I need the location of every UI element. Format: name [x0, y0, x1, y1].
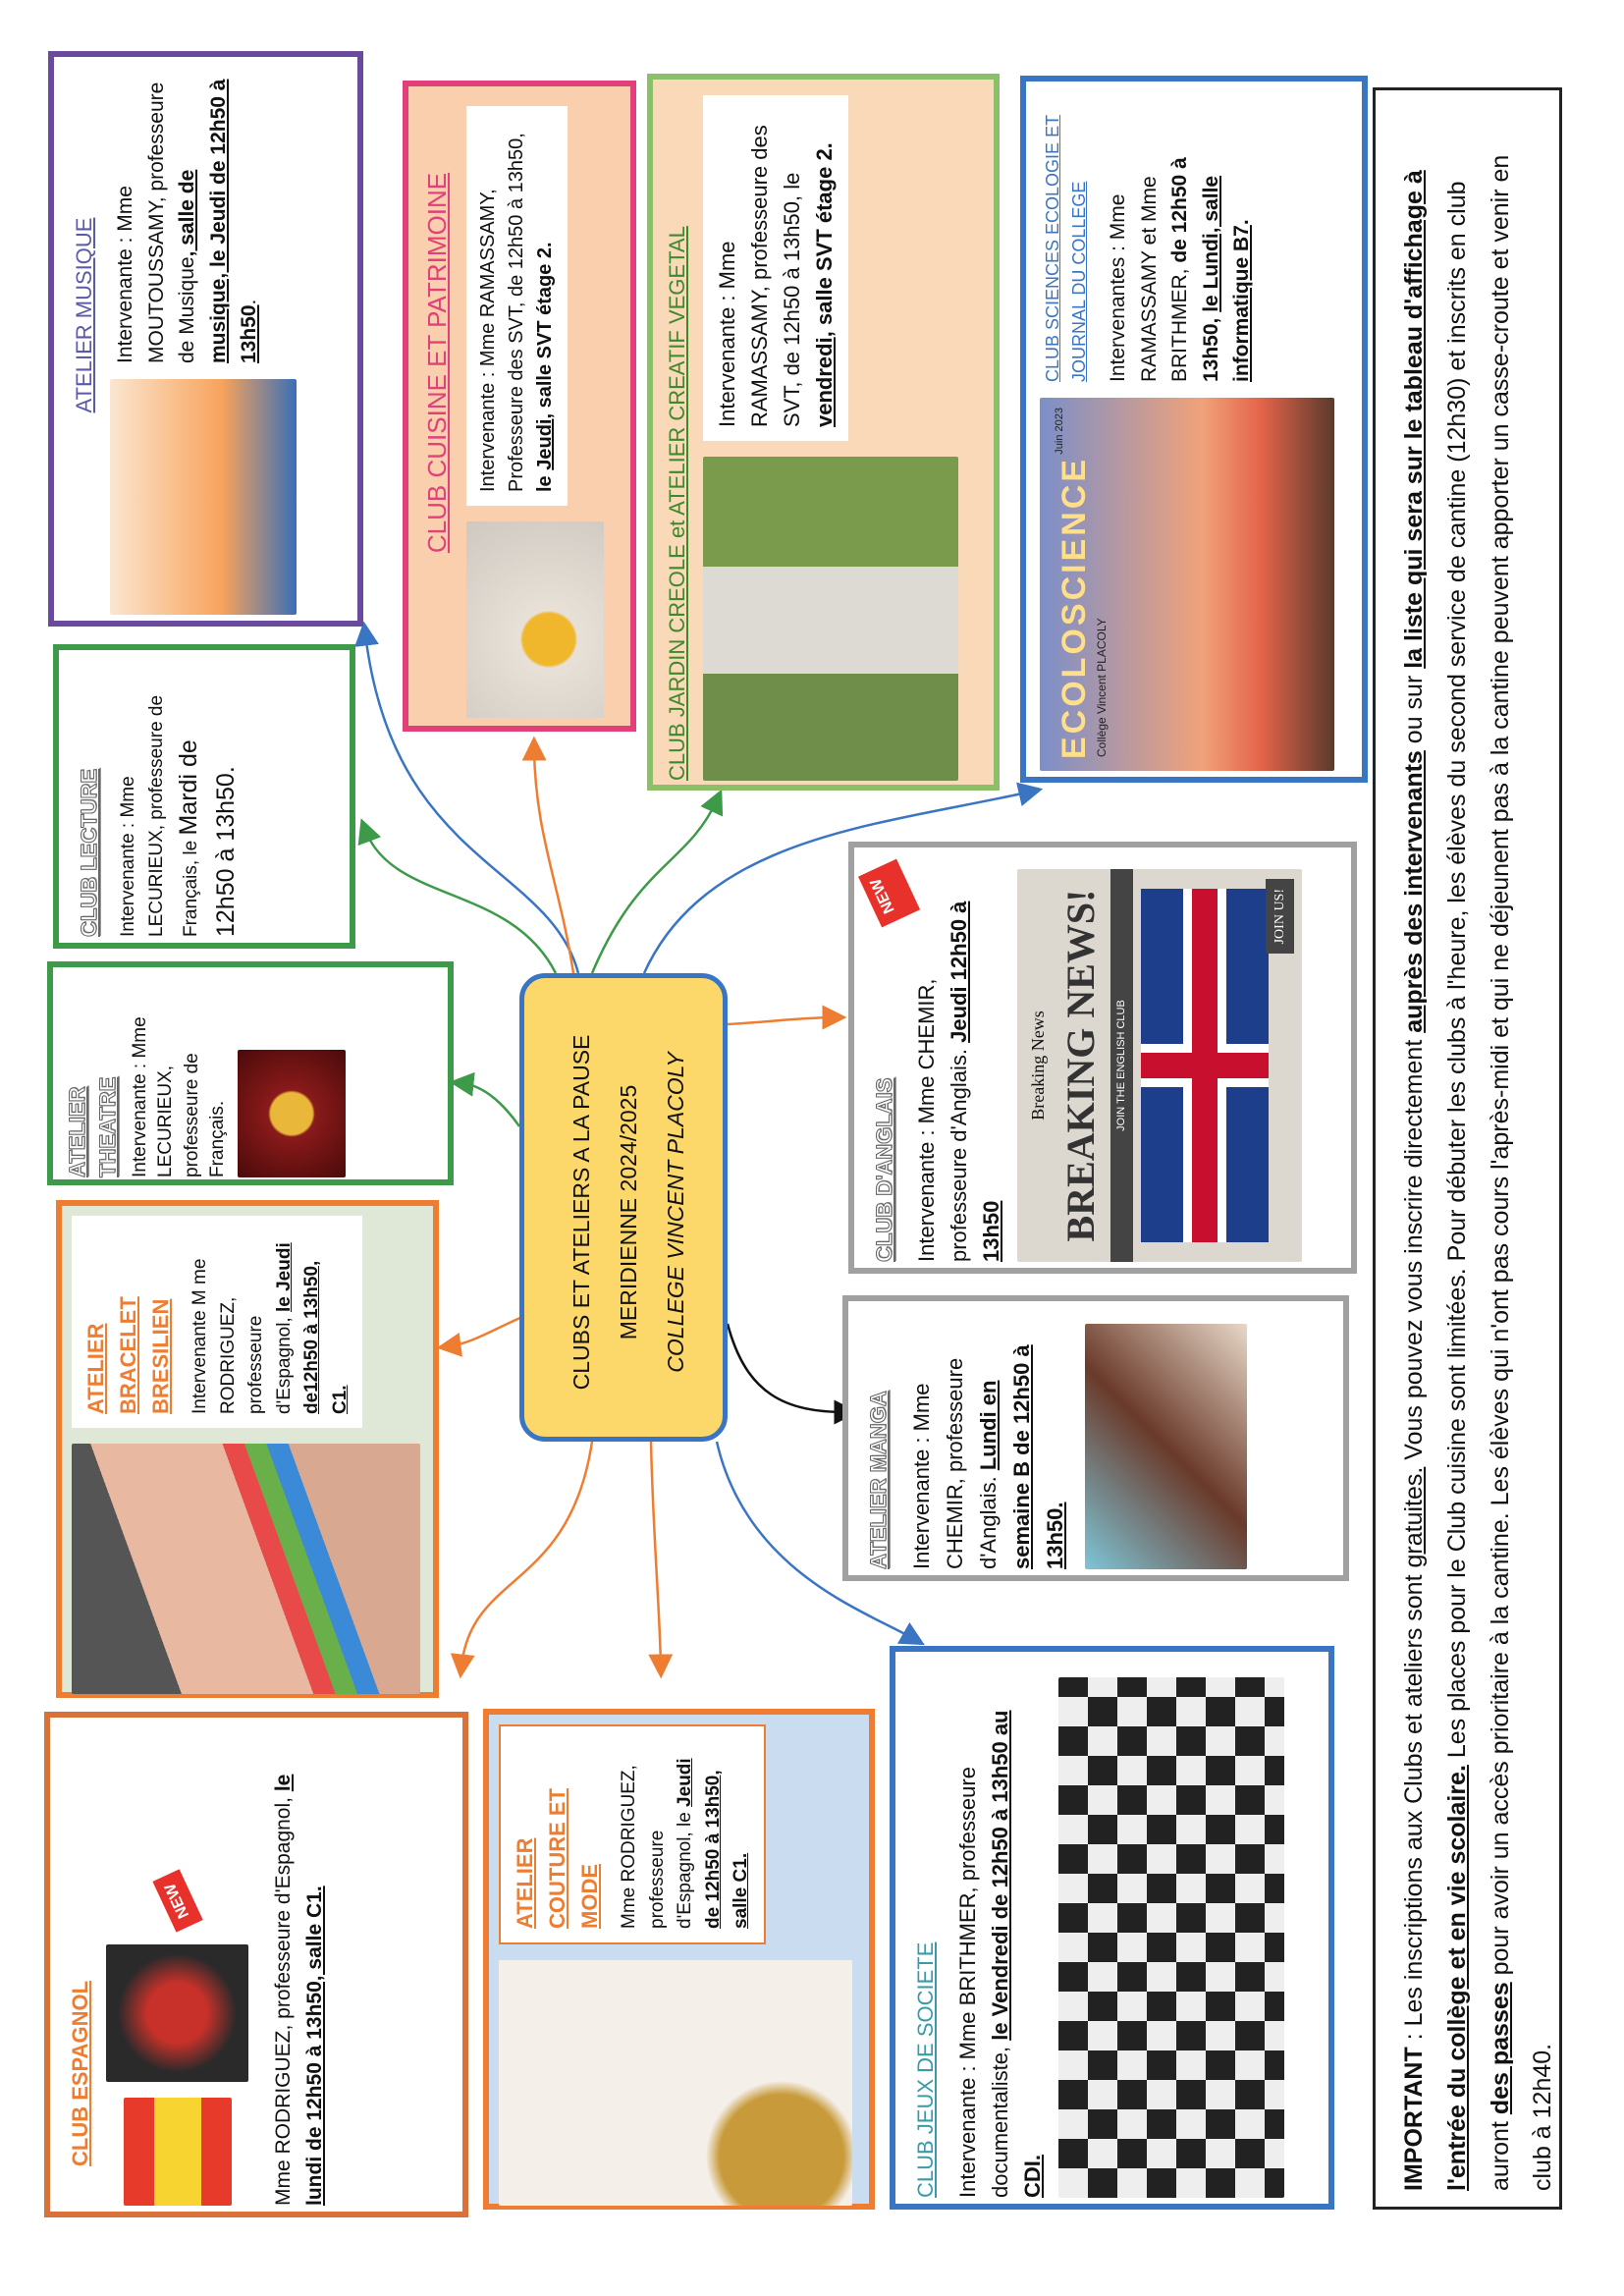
- card-description: ATELIER BRACELET BRESILIEN Intervenante M me RODRIGUEZ, professeure d'Espagnol, le Jeudi de12h50 à 13h50, C1.: [72, 1216, 362, 1428]
- arrow-to-jardin: [592, 800, 717, 973]
- club-espagnol-card: [44, 1712, 468, 2217]
- card-description: Intervenante : Mme MOUTOUSSAMY, professeure de Musique, salle de musique, le Jeudi de 12h50 à 13h50.: [114, 79, 260, 363]
- card-description: Intervenante : Mme CHEMIR, professeure d'Anglais. Jeudi 12h50 à 13h50: [914, 901, 1003, 1262]
- card-title: CLUB CUISINE ET PATRIMOINE: [422, 172, 452, 554]
- card-title: ATELIER MUSIQUE: [72, 217, 96, 413]
- central-title-line1: CLUBS ET ATELIERS A LA PAUSE: [568, 1034, 594, 1391]
- flamenco-dancer-image: [106, 1944, 248, 2082]
- card-title: CLUB SCIENCES ECOLOGIE ET JOURNAL DU COLLEGE: [1043, 114, 1089, 382]
- join-us-label: JOIN US!: [1266, 879, 1294, 954]
- card-description: Mme RODRIGUEZ, professeure d'Espagnol, le lundi de 12h50 à 13h50, salle C1.: [272, 1774, 326, 2206]
- atelier-musique-card: [48, 51, 363, 627]
- club-jeux-card: [890, 1646, 1334, 2210]
- card-description: Intervenante : Mme RAMASSAMY, Professeure des SVT, de 12h50 à 13h50, le Jeudi, salle SVT étage 2.: [466, 106, 568, 506]
- club-cuisine-card: [403, 81, 636, 732]
- club-jardin-card: [647, 74, 1000, 791]
- board-games-image: [1058, 1677, 1284, 2198]
- card-title: ATELIER MANGA: [866, 1391, 891, 1569]
- atelier-theatre-card: [47, 961, 454, 1185]
- arrow-to-couture: [651, 1442, 661, 1667]
- card-description: Intervenante : Mme LECURIEUX, professeure de Français.: [129, 1016, 229, 1177]
- card-description: Intervenante : Mme BRITHMER, professeure documentaliste, le Vendredi de 12h50 à 13h50 au CDI.: [955, 1710, 1045, 2198]
- spain-flag: [124, 2098, 232, 2206]
- card-title: CLUB LECTURE: [77, 768, 101, 937]
- central-title-line2: MERIDIENNE 2024/2025: [615, 1084, 641, 1340]
- bracelet-image: [72, 1444, 420, 1694]
- club-lecture-card: [53, 644, 355, 949]
- card-description: CLUB SCIENCES ECOLOGIE ET JOURNAL DU COLLEGE Intervenantes : Mme RAMASSAMY et Mme BRITHMER, de 12h50 à 13h50, le Lundi, salle informatique B7.: [1040, 99, 1258, 382]
- arrow-to-cuisine: [534, 748, 573, 973]
- card-title: CLUB JARDIN CREOLE et ATELIER CREATIF VEGETAL: [665, 226, 689, 781]
- card-title: ATELIER THEATRE: [65, 1076, 120, 1177]
- union-jack-flag: [1141, 889, 1269, 1242]
- sewing-image: [499, 1960, 852, 2206]
- atelier-bracelet-card: [56, 1200, 439, 1698]
- breaking-news-poster: Breaking News BREAKING NEWS! JOIN THE ENGLISH CLUB JOIN US!: [1017, 869, 1302, 1262]
- atelier-manga-card: [842, 1295, 1349, 1581]
- central-school-name: COLLEGE VINCENT PLACOLY: [663, 1052, 689, 1373]
- arrow-to-theatre: [461, 1083, 519, 1126]
- card-description: Intervenante : Mme LECURIEUX, professeure de Français, le Mardi de 12h50 à 13h50.: [118, 694, 240, 937]
- card-title: CLUB JEUX DE SOCIETE: [913, 1941, 938, 2198]
- club-anglais-card: [848, 842, 1357, 1274]
- arrow-to-espagnol: [461, 1442, 592, 1667]
- garden-collage-image: [703, 457, 958, 781]
- cooking-image: [466, 521, 604, 718]
- arrow-to-manga: [728, 1324, 846, 1412]
- arrow-to-anglais: [728, 1017, 835, 1024]
- arrow-to-lecture: [365, 830, 556, 973]
- new-badge: NEW: [858, 859, 920, 928]
- card-description: ATELIER COUTURE ET MODE Mme RODRIGUEZ, professeure d'Espagnol, le Jeudi de 12h50 à 13h50, salle C1.: [499, 1724, 766, 1944]
- central-title-box: [519, 973, 728, 1442]
- theatre-masks-image: [238, 1050, 346, 1177]
- choir-image: [110, 379, 297, 615]
- important-notice: IMPORTANT : Les inscriptions aux Clubs et ateliers sont gratuites. Vous pouvez vous inscrire directement auprès des intervenants ou sur la liste qui sera sur le tableau d'affichage à l'entrée du collège et en vie scolaire. Les places pour le Club cuisine sont limitées. Pour débuter les clubs à l'heure, les élèves du second service de cantine (12h30) et inscrits en club auront des passes pour avoir un accès prioritaire à la cantine. Les élèves qui n'ont pas cours l'après-midi et qui ne déjeunent pas à la cantine peuvent apporter un casse-croute et venir en club à 12h40.: [1373, 87, 1562, 2210]
- card-title: CLUB ESPAGNOL: [68, 1980, 92, 2166]
- atelier-couture-card: [483, 1709, 875, 2210]
- new-badge: NEW: [152, 1869, 202, 1933]
- manga-image: [1085, 1324, 1247, 1569]
- card-description: Intervenante : Mme RAMASSAMY, professeure des SVT, de 12h50 à 13h50, le vendredi, salle SVT étage 2.: [703, 95, 848, 441]
- card-title: ATELIER COUTURE ET MODE: [513, 1788, 602, 1929]
- card-title: ATELIER BRACELET BRESILIEN: [83, 1296, 173, 1414]
- card-title: CLUB D'ANGLAIS: [872, 1077, 896, 1262]
- card-description: Intervenante : Mme CHEMIR, professeure d'Anglais. Lundi en semaine B de 12h50 à 13h50.: [909, 1344, 1068, 1569]
- arrow-to-bracelet: [449, 1317, 522, 1346]
- club-ecologie-card: [1020, 76, 1368, 783]
- ecoloscience-magazine-cover: ECOLOSCIENCE Collège Vincent PLACOLY Juin 2023: [1040, 398, 1334, 771]
